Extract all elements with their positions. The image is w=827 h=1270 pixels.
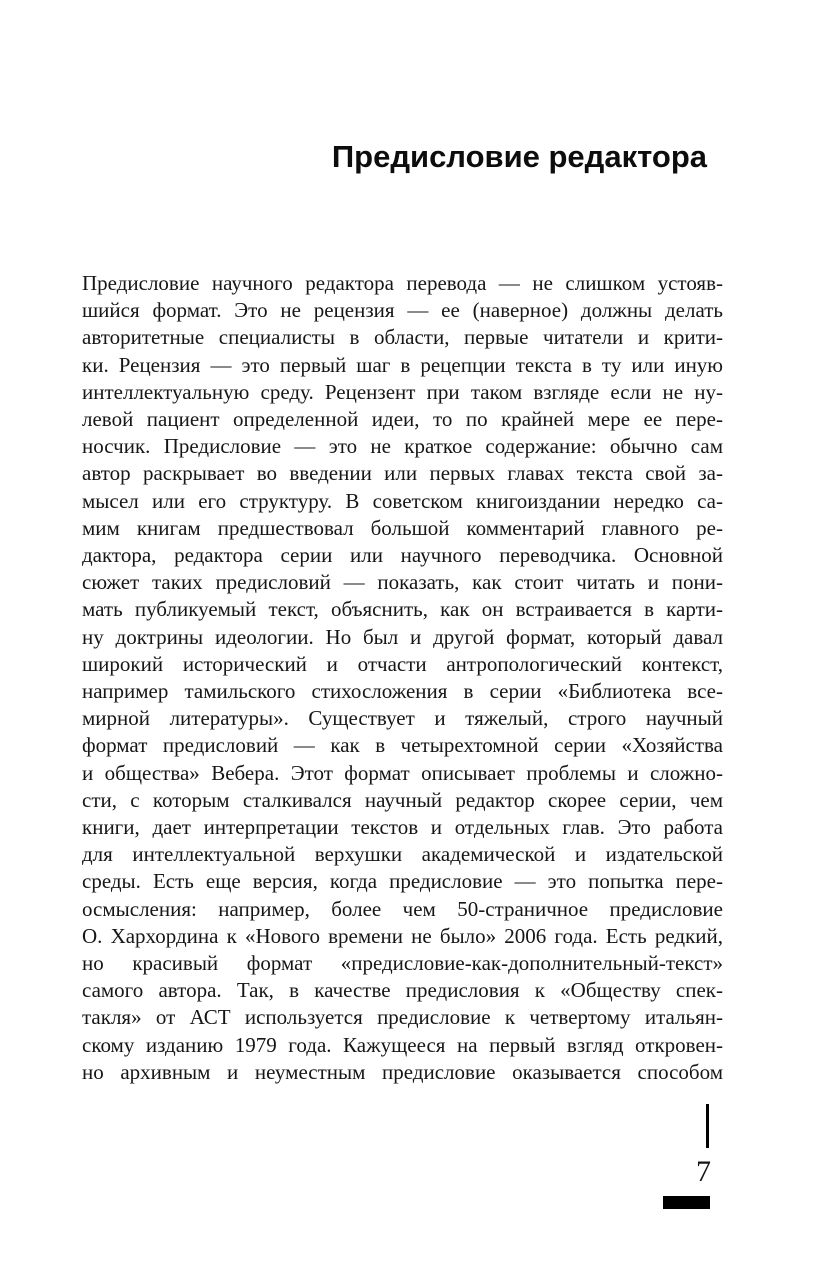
text-line: автор раскрывает во введении или первых главах текста свой за-	[82, 461, 723, 486]
text-line: широкий исторический и отчасти антропологический контекст,	[82, 651, 723, 676]
text-line: ки. Рецензия — это первый шаг в рецепции текста в ту или иную	[82, 352, 723, 377]
text-line: О. Хархордина к «Нового времени не было» 2006 года. Есть редкий,	[82, 923, 723, 948]
text-line: левой пациент определенной идеи, то по крайней мере ее пере-	[82, 407, 723, 432]
text-line: интеллектуальную среду. Рецензент при таком взгляде если не ну-	[82, 379, 723, 404]
text-line: осмысления: например, более чем 50-страничное предисловие	[82, 896, 723, 921]
text-line: например тамильского стихосложения в серии «Библиотека все-	[82, 679, 723, 704]
text-line: дактора, редактора серии или научного переводчика. Основной	[82, 543, 723, 568]
text-line: такля» от АСТ используется предисловие к четвертому итальян-	[82, 1005, 723, 1030]
text-line: среды. Есть еще версия, когда предисловие — это попытка пере-	[82, 869, 723, 894]
text-line: для интеллектуальной верхушки академической и издательской	[82, 842, 723, 867]
text-line: формат предисловий — как в четырехтомной серии «Хозяйства	[82, 733, 723, 758]
margin-tick-mark	[706, 1104, 709, 1148]
text-line: скому изданию 1979 года. Кажущееся на первый взгляд откровен-	[82, 1032, 723, 1057]
text-line: книги, дает интерпретации текстов и отдельных глав. Это работа	[82, 815, 723, 840]
text-line: самого автора. Так, в качестве предисловия к «Обществу спек-	[82, 978, 723, 1003]
text-line: Предисловие научного редактора перевода — не слишком устояв-	[82, 271, 723, 295]
text-line: и общества» Вебера. Этот формат описывает проблемы и сложно-	[82, 760, 723, 785]
text-line: ну доктрины идеологии. Но был и другой формат, который давал	[82, 624, 723, 649]
text-line: но красивый формат «предисловие-как-дополнительный-текст»	[82, 951, 723, 976]
text-line: мысел или его структуру. В советском книгоиздании нередко са-	[82, 488, 723, 513]
text-line: мим книгам предшествовал большой комментарий главного ре-	[82, 515, 723, 540]
text-line: авторитетные специалисты в области, первые читатели и крити-	[82, 325, 723, 350]
text-line: но архивным и неуместным предисловие оказывается способом	[82, 1059, 723, 1084]
body-paragraph	[82, 270, 723, 1086]
text-line: сюжет таких предисловий — показать, как стоит читать и пони-	[82, 570, 723, 595]
text-line: шийся формат. Это не рецензия — ее (наверное) должны делать	[82, 298, 723, 323]
footer-black-bar	[663, 1196, 710, 1209]
text-line: сти, с которым сталкивался научный редактор скорее серии, чем	[82, 787, 723, 812]
text-line: мать публикуемый текст, объяснить, как он встраивается в карти-	[82, 597, 723, 622]
text-line: мирной литературы». Существует и тяжелый, строго научный	[82, 706, 723, 731]
page-number: 7	[696, 1155, 711, 1188]
chapter-title: Предисловие редактора	[331, 139, 707, 174]
text-line: носчик. Предисловие — это не краткое содержание: обычно сам	[82, 434, 723, 459]
